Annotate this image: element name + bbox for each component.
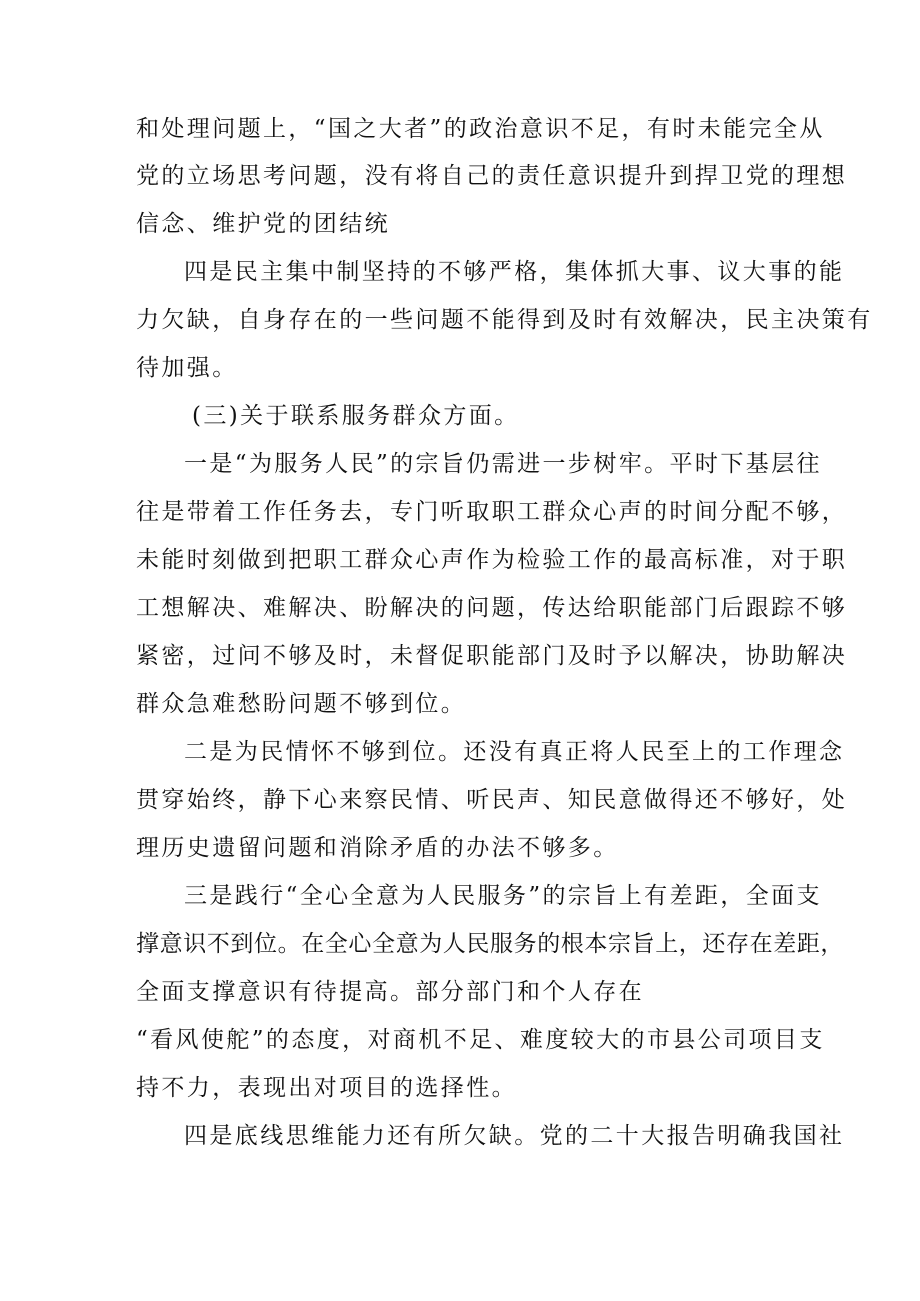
body-line: 力欠缺，自身存在的一些问题不能得到及时有效解决，民主决策有 (136, 307, 873, 333)
body-line: 未能时刻做到把职工群众心声作为检验工作的最高标准，对于职 (136, 547, 848, 573)
body-line: 紧密，过问不够及时，未督促职能部门及时予以解决，协助解决 (136, 643, 848, 669)
body-line: 群众急难愁盼问题不够到位。 (136, 691, 467, 717)
body-line: 和处理问题上，“国之大者”的政治意识不足，有时未能完全从 (136, 116, 825, 142)
paragraph-start-line: 一是“为服务人民”的宗旨仍需进一步树牢。平时下基层往 (184, 451, 822, 477)
body-line: 工想解决、难解决、盼解决的问题，传达给职能部门后跟踪不够 (136, 595, 848, 621)
paragraph-start-line: 二是为民情怀不够到位。还没有真正将人民至上的工作理念 (184, 739, 845, 765)
body-line: 理历史遗留问题和消除矛盾的办法不够多。 (136, 835, 619, 861)
body-line: 待加强。 (136, 355, 238, 381)
body-line: 全面支撑意识有待提高。部分部门和个人存在 (136, 979, 644, 1005)
section-heading: (三)关于联系服务群众方面。 (192, 403, 520, 429)
body-line: 持不力，表现出对项目的选择性。 (136, 1075, 517, 1101)
body-line: “看风使舵”的态度，对商机不足、难度较大的市县公司项目支 (136, 1027, 825, 1053)
body-line: 撑意识不到位。在全心全意为人民服务的根本宗旨上，还存在差距， (136, 931, 844, 957)
paragraph-start-line: 三是践行“全心全意为人民服务”的宗旨上有差距，全面支 (184, 883, 822, 909)
body-line: 贯穿始终，静下心来察民情、听民声、知民意做得还不够好，处 (136, 787, 848, 813)
body-line: 往是带着工作任务去，专门听取职工群众心声的时间分配不够， (136, 499, 848, 525)
body-line: 信念、维护党的团结统 (136, 211, 390, 237)
body-line: 党的立场思考问题，没有将自己的责任意识提升到捍卫党的理想 (136, 163, 848, 189)
paragraph-start-line: 四是民主集中制坚持的不够严格，集体抓大事、议大事的能 (184, 259, 845, 285)
paragraph-start-line: 四是底线思维能力还有所欠缺。党的二十大报告明确我国社 (184, 1123, 845, 1149)
